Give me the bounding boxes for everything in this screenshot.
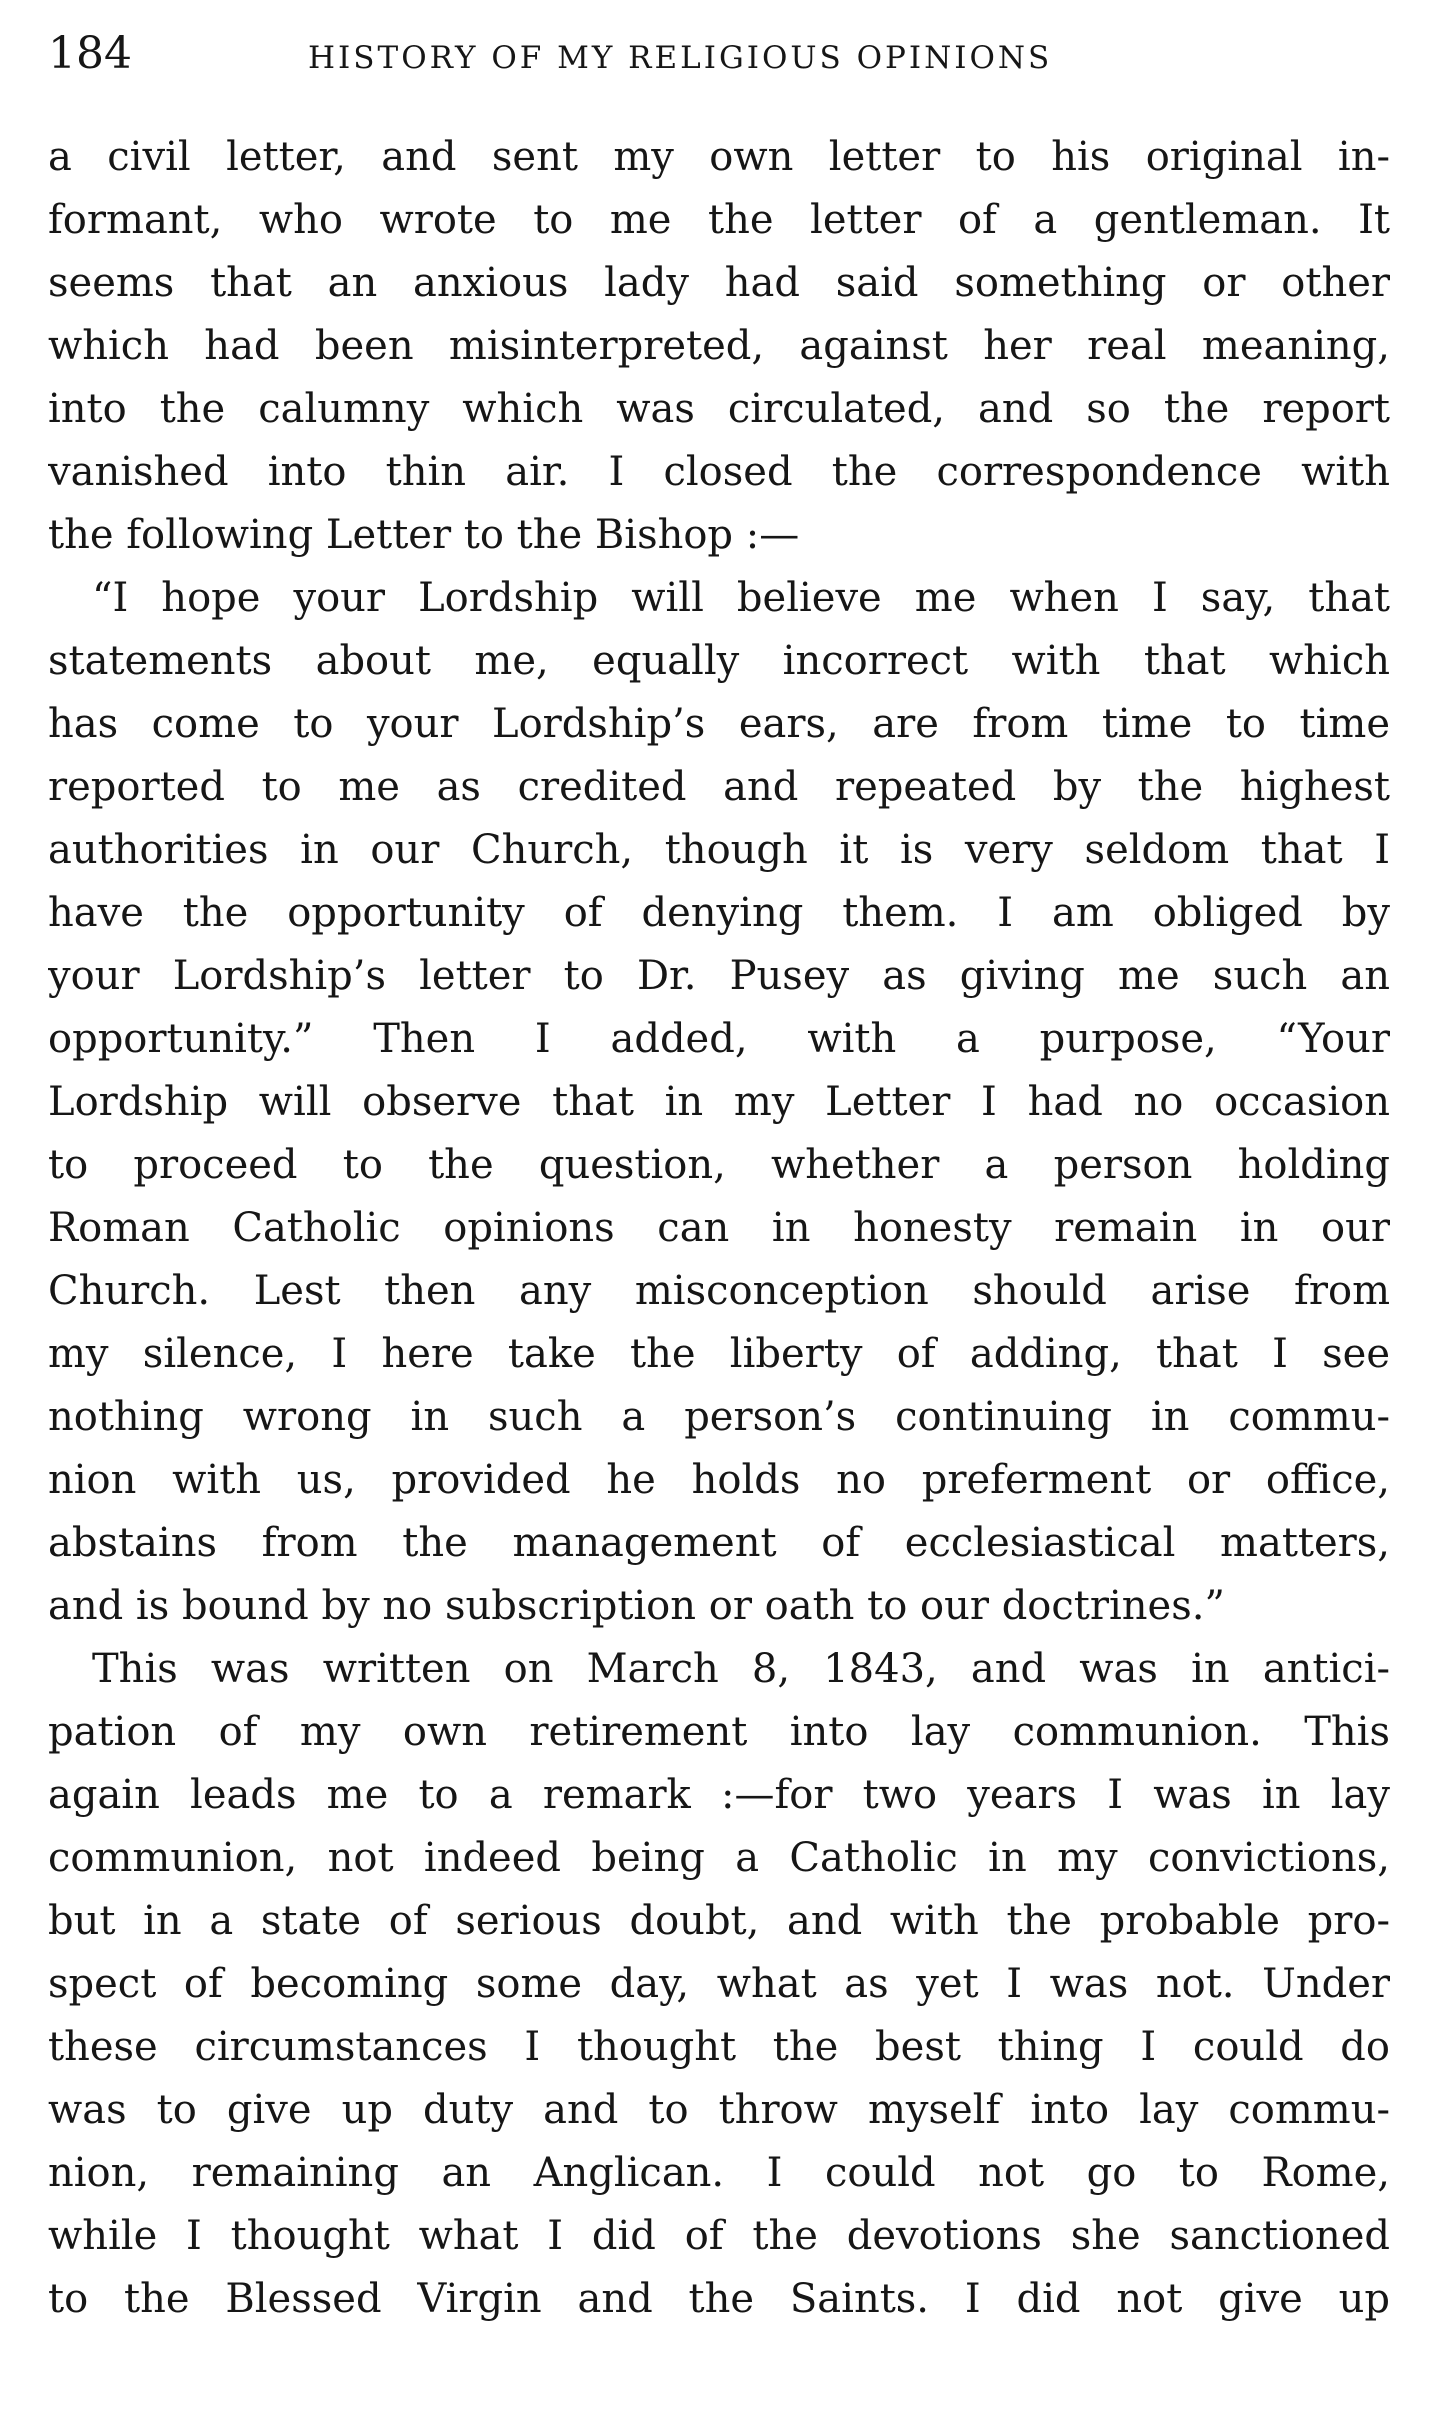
text-line: nion, remaining an Anglican. I could not go to Rome, <box>48 2150 1390 2196</box>
text-line: “I hope your Lordship will believe me when I say, that <box>92 575 1390 621</box>
body-text <box>48 126 1390 2331</box>
text-line: reported to me as credited and repeated by the highest <box>48 764 1390 810</box>
paragraph <box>48 126 1390 567</box>
text-line: vanished into thin air. I closed the correspondence with <box>48 449 1390 495</box>
text-line: Lordship will observe that in my Letter I had no occasion <box>48 1079 1390 1125</box>
text-line: communion, not indeed being a Catholic in my convictions, <box>48 1835 1390 1881</box>
text-line: spect of becoming some day, what as yet I was not. Under <box>48 1961 1390 2007</box>
text-line: Roman Catholic opinions can in honesty remain in our <box>48 1205 1390 1251</box>
text-line: has come to your Lordship’s ears, are from time to time <box>48 701 1390 747</box>
text-line: opportunity.” Then I added, with a purpose, “Your <box>48 1016 1390 1062</box>
text-line: have the opportunity of denying them. I am obliged by <box>48 890 1390 936</box>
text-line: seems that an anxious lady had said something or other <box>48 260 1390 306</box>
text-line: to the Blessed Virgin and the Saints. I did not give up <box>48 2276 1390 2322</box>
text-line: This was written on March 8, 1843, and was in antici- <box>92 1646 1390 1692</box>
paragraph <box>48 567 1390 1638</box>
text-line: authorities in our Church, though it is very seldom that I <box>48 827 1390 873</box>
text-line: which had been misinterpreted, against her real meaning, <box>48 323 1390 369</box>
text-line: my silence, I here take the liberty of adding, that I see <box>48 1331 1390 1377</box>
text-line: Church. Lest then any misconception should arise from <box>48 1268 1390 1314</box>
text-line: nion with us, provided he holds no preferment or office, <box>48 1457 1390 1503</box>
text-line: while I thought what I did of the devotions she sanctioned <box>48 2213 1390 2259</box>
page-header <box>48 24 1388 84</box>
text-line: and is bound by no subscription or oath to our doctrines.” <box>48 1583 1225 1629</box>
paragraph <box>48 1638 1390 2331</box>
text-line: your Lordship’s letter to Dr. Pusey as giving me such an <box>48 953 1390 999</box>
running-title: HISTORY OF MY RELIGIOUS OPINIONS <box>308 40 1053 76</box>
page-number: 184 <box>48 28 132 79</box>
text-line: statements about me, equally incorrect with that which <box>48 638 1390 684</box>
text-line: nothing wrong in such a person’s continuing in commu- <box>48 1394 1390 1440</box>
text-line: into the calumny which was circulated, and so the report <box>48 386 1390 432</box>
text-line: a civil letter, and sent my own letter to his original in- <box>48 134 1390 180</box>
text-line: to proceed to the question, whether a person holding <box>48 1142 1390 1188</box>
text-line: abstains from the management of ecclesiastical matters, <box>48 1520 1390 1566</box>
text-line: these circumstances I thought the best thing I could do <box>48 2024 1390 2070</box>
text-line: pation of my own retirement into lay communion. This <box>48 1709 1390 1755</box>
text-line: the following Letter to the Bishop :— <box>48 512 800 558</box>
text-line: but in a state of serious doubt, and with the probable pro- <box>48 1898 1390 1944</box>
text-line: again leads me to a remark :—for two years I was in lay <box>48 1772 1390 1818</box>
text-line: was to give up duty and to throw myself into lay commu- <box>48 2087 1390 2133</box>
text-line: formant, who wrote to me the letter of a gentleman. It <box>48 197 1390 243</box>
